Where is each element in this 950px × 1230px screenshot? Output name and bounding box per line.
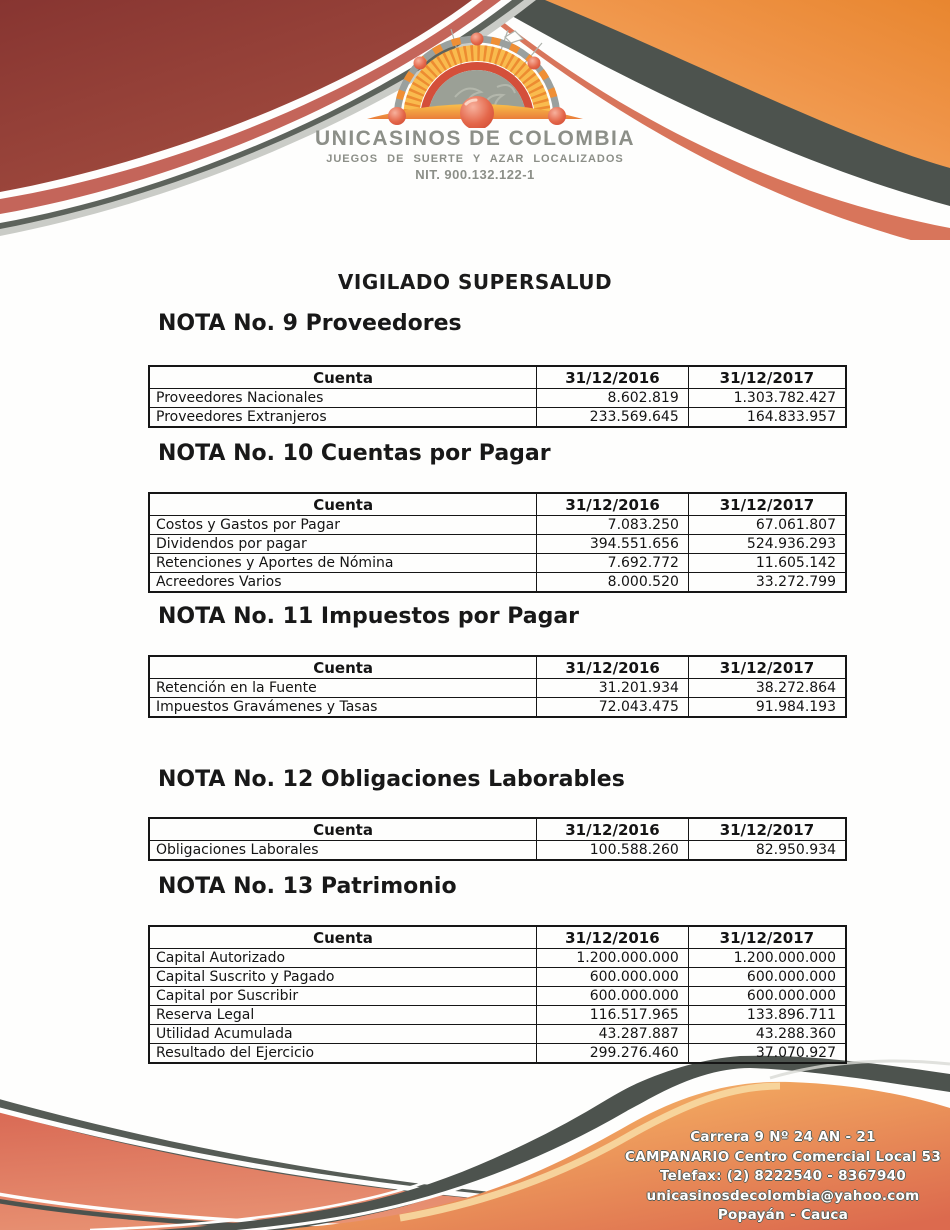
table-row: [149, 389, 846, 408]
value-2017-cell: 524.936.293: [688, 535, 846, 554]
footer-line-address: Carrera 9 Nº 24 AN - 21: [690, 1129, 876, 1145]
value-2016-cell: 116.517.965: [537, 1006, 689, 1025]
value-2016-cell: 7.083.250: [537, 516, 689, 535]
section-heading-nota-9: NOTA No. 9 Proveedores: [158, 311, 462, 336]
nota-9-table: [148, 365, 847, 428]
account-cell: Obligaciones Laborales: [149, 841, 537, 861]
header-cell-2016: 31/12/2016: [537, 656, 689, 679]
footer-line-email: unicasinosdecolombia@yahoo.com: [646, 1187, 920, 1204]
header-cell-cuenta: Cuenta: [149, 926, 537, 949]
header-cell-2016: 31/12/2016: [537, 818, 689, 841]
table-row: [149, 949, 846, 968]
account-cell: Impuestos Gravámenes y Tasas: [149, 698, 537, 718]
header-cell-cuenta: Cuenta: [149, 493, 537, 516]
value-2017-cell: 600.000.000: [688, 987, 846, 1006]
value-2016-cell: 100.588.260: [537, 841, 689, 861]
header-cell-cuenta: Cuenta: [149, 366, 537, 389]
account-cell: Capital Suscrito y Pagado: [149, 968, 537, 987]
table-header-row: [149, 818, 846, 841]
account-cell: Retenciones y Aportes de Nómina: [149, 554, 537, 573]
value-2017-cell: 133.896.711: [688, 1006, 846, 1025]
company-name: UNICASINOS DE COLOMBIA: [314, 127, 635, 150]
account-cell: Capital por Suscribir: [149, 987, 537, 1006]
section-heading-nota-13: NOTA No. 13 Patrimonio: [158, 874, 457, 899]
company-tagline: JUEGOS DE SUERTE Y AZAR LOCALIZADOS: [326, 153, 624, 165]
table-row: [149, 698, 846, 718]
value-2016-cell: 299.276.460: [537, 1044, 689, 1064]
header-cell-2017: 31/12/2017: [688, 656, 846, 679]
nota-13-table: [148, 925, 847, 1064]
company-nit: NIT. 900.132.122-1: [415, 167, 535, 182]
header-cell-2017: 31/12/2017: [688, 493, 846, 516]
nota-11-table: [148, 655, 847, 718]
footer-line-mall: CAMPANARIO Centro Comercial Local 53: [624, 1148, 942, 1165]
nota-12-table: [148, 817, 847, 861]
footer-line-telefax: Telefax: (2) 8222540 - 8367940: [659, 1168, 907, 1184]
section-heading-nota-11: NOTA No. 11 Impuestos por Pagar: [158, 604, 580, 629]
account-cell: Dividendos por pagar: [149, 535, 537, 554]
value-2016-cell: 394.551.656: [537, 535, 689, 554]
value-2017-cell: 600.000.000: [688, 968, 846, 987]
table-row: [149, 516, 846, 535]
table-header-row: [149, 366, 846, 389]
value-2017-cell: 43.288.360: [688, 1025, 846, 1044]
table-row: [149, 968, 846, 987]
value-2016-cell: 8.602.819: [537, 389, 689, 408]
table-row: [149, 987, 846, 1006]
value-2017-cell: 82.950.934: [688, 841, 846, 861]
table-row: [149, 535, 846, 554]
header-cell-2017: 31/12/2017: [688, 366, 846, 389]
account-cell: Capital Autorizado: [149, 949, 537, 968]
account-cell: Resultado del Ejercicio: [149, 1044, 537, 1064]
footer-contact-block: [618, 1128, 948, 1226]
account-cell: Acreedores Varios: [149, 573, 537, 593]
value-2017-cell: 1.303.782.427: [688, 389, 846, 408]
value-2017-cell: 33.272.799: [688, 573, 846, 593]
value-2016-cell: 31.201.934: [537, 679, 689, 698]
footer-line-city: Popayán - Cauca: [717, 1207, 849, 1223]
value-2016-cell: 72.043.475: [537, 698, 689, 718]
table-row: [149, 1006, 846, 1025]
value-2016-cell: 600.000.000: [537, 968, 689, 987]
header-cell-cuenta: Cuenta: [149, 656, 537, 679]
account-cell: Retención en la Fuente: [149, 679, 537, 698]
table-row: [149, 1025, 846, 1044]
header-cell-2017: 31/12/2017: [688, 818, 846, 841]
table-header-row: [149, 656, 846, 679]
value-2016-cell: 600.000.000: [537, 987, 689, 1006]
value-2017-cell: 38.272.864: [688, 679, 846, 698]
table-row: [149, 554, 846, 573]
table-row: [149, 573, 846, 593]
header-cell-2016: 31/12/2016: [537, 926, 689, 949]
page-title: VIGILADO SUPERSALUD: [337, 270, 613, 294]
account-cell: Costos y Gastos por Pagar: [149, 516, 537, 535]
value-2016-cell: 1.200.000.000: [537, 949, 689, 968]
table-row: [149, 841, 846, 861]
account-cell: Proveedores Extranjeros: [149, 408, 537, 428]
unicasinos-sun-logo-icon: [365, 26, 585, 128]
account-cell: Reserva Legal: [149, 1006, 537, 1025]
value-2017-cell: 37.070.927: [688, 1044, 846, 1064]
table-header-row: [149, 493, 846, 516]
nota-10-table: [148, 492, 847, 593]
value-2016-cell: 7.692.772: [537, 554, 689, 573]
value-2016-cell: 43.287.887: [537, 1025, 689, 1044]
header-cell-2016: 31/12/2016: [537, 493, 689, 516]
header-cell-cuenta: Cuenta: [149, 818, 537, 841]
account-cell: Utilidad Acumulada: [149, 1025, 537, 1044]
section-heading-nota-10: NOTA No. 10 Cuentas por Pagar: [158, 441, 551, 466]
value-2017-cell: 11.605.142: [688, 554, 846, 573]
value-2017-cell: 164.833.957: [688, 408, 846, 428]
value-2017-cell: 67.061.807: [688, 516, 846, 535]
value-2016-cell: 233.569.645: [537, 408, 689, 428]
header-cell-2016: 31/12/2016: [537, 366, 689, 389]
value-2017-cell: 91.984.193: [688, 698, 846, 718]
account-cell: Proveedores Nacionales: [149, 389, 537, 408]
table-row: [149, 679, 846, 698]
table-row: [149, 1044, 846, 1064]
section-heading-nota-12: NOTA No. 12 Obligaciones Laborables: [158, 767, 625, 792]
value-2017-cell: 1.200.000.000: [688, 949, 846, 968]
table-row: [149, 408, 846, 428]
header-cell-2017: 31/12/2017: [688, 926, 846, 949]
value-2016-cell: 8.000.520: [537, 573, 689, 593]
table-header-row: [149, 926, 846, 949]
